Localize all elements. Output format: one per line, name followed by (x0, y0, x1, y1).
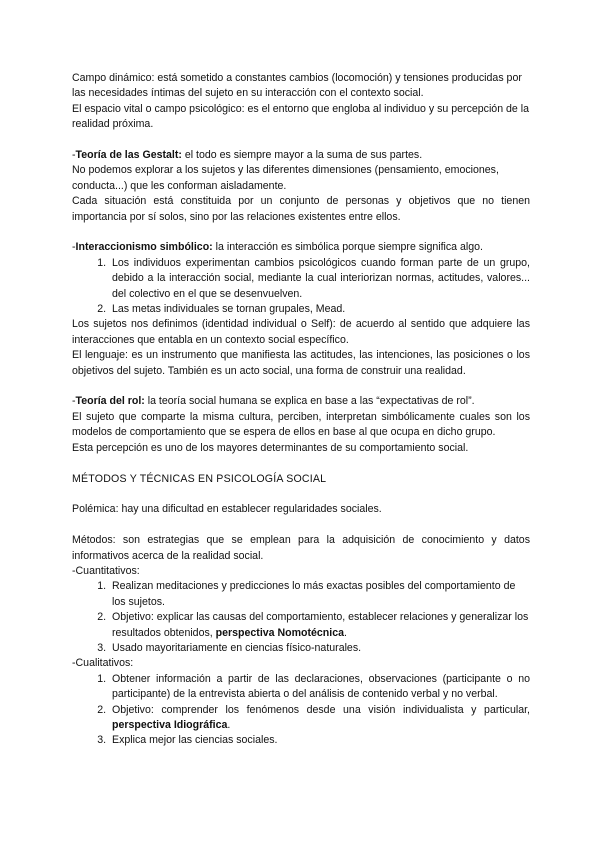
rol-title: Teoría del rol: (75, 395, 145, 408)
cualitativos-list (72, 672, 530, 749)
idiografica-term: perspectiva Idiográfica (112, 718, 228, 731)
cuantitativos-list (72, 579, 530, 656)
gestalt-paragraph-2: No podemos explorar a los sujetos y las diferentes dimensiones (pensamiento, emociones, conducta...) que les conforman aisladamente. (72, 164, 499, 192)
interaccionismo-text: la interacción es simbólica porque siempre significa algo. (212, 241, 483, 254)
list-item: 2. Las metas individuales se tornan grupales, Mead. (109, 302, 530, 317)
cualitativos-label: -Cualitativos: (72, 657, 134, 670)
rol-paragraph-2: El sujeto que comparte la misma cultura, perciben, interpretan simbólicamente cuales son los modelos de comportamiento que se espera de ellos en base al que ocupa en dicho grupo. (72, 410, 530, 439)
list-item-end: . (227, 718, 231, 731)
list-item: 3. Usado mayoritariamente en ciencias físico-naturales. (109, 641, 530, 656)
metodos-definition-paragraph: Métodos: son estrategias que se emplean para la adquisición de conocimiento y datos informativos acerca de la realidad social. (72, 534, 530, 562)
polemica-paragraph: Polémica: hay una dificultad en establecer regularidades sociales. (72, 503, 382, 516)
campo-dinamico-paragraph: Campo dinámico: está sometido a constantes cambios (locomoción) y tensiones producidas por las necesidades íntimas del sujeto en su interacción con el contexto social. (72, 72, 522, 100)
list-item: 1. Los individuos experimentan cambios psicológicos cuando forman parte de un grupo, debido a la interacción social, mediante la cual interiorizan normas, actitudes, valores... del colectivo en el que se desenvuelven. (109, 256, 530, 302)
list-item-text: Objetivo: comprender los fenómenos desde una visión individualista y particular, (112, 703, 530, 716)
cuantitativos-label: -Cuantitativos: (72, 564, 140, 577)
rol-prefix: - (72, 395, 76, 408)
rol-paragraph (72, 394, 530, 409)
document-body (72, 71, 530, 749)
gestalt-paragraph-3: Cada situación está constituida por un conjunto de personas y objetivos que no tienen importancia por sí solos, sino por las relaciones existentes entre ellos. (72, 195, 530, 223)
interaccionismo-list (72, 256, 530, 318)
list-item (109, 610, 530, 641)
section-heading: MÉTODOS Y TÉCNICAS EN PSICOLOGÍA SOCIAL (72, 472, 327, 485)
list-item-text: Objetivo: explicar las causas del comportamiento, establecer relaciones y generalizar los resultados obtenidos, (112, 611, 529, 639)
rol-paragraph-3: Esta percepción es uno de los mayores determinantes de su comportamiento social. (72, 441, 469, 454)
interaccionismo-paragraph-2: Los sujetos nos definimos (identidad individual o Self): de acuerdo al sentido que adquiere las interacciones que entabla en un contexto social específico. (72, 318, 530, 346)
gestalt-prefix: - (72, 149, 76, 162)
interaccionismo-prefix: - (72, 241, 76, 254)
list-item: 1. Obtener información a partir de las declaraciones, observaciones (participante o no participante) de la entrevista abierta o del análisis de contenido verbal y no verbal. (109, 672, 530, 703)
interaccionismo-paragraph (72, 240, 530, 255)
gestalt-title: Teoría de las Gestalt: (75, 149, 182, 162)
interaccionismo-title: Interaccionismo simbólico: (75, 241, 213, 254)
gestalt-text: el todo es siempre mayor a la suma de sus partes. (181, 149, 423, 162)
nomotecnica-term: perspectiva Nomotécnica (215, 626, 345, 639)
interaccionismo-paragraph-3: El lenguaje: es un instrumento que manifiesta las actitudes, las intenciones, las posiciones o los objetivos del sujeto. También es un acto social, una forma de construir una realidad. (72, 349, 530, 377)
list-item (109, 703, 530, 734)
gestalt-paragraph (72, 148, 530, 163)
list-item: 3. Explica mejor las ciencias sociales. (109, 733, 530, 748)
espacio-vital-paragraph: El espacio vital o campo psicológico: es el entorno que engloba al individuo y su percepción de la realidad próxima. (72, 102, 529, 131)
list-item: 1. Realizan meditaciones y predicciones lo más exactas posibles del comportamiento de los sujetos. (109, 579, 530, 610)
rol-text: la teoría social humana se explica en base a las “expectativas de rol”. (144, 395, 475, 408)
list-item-end: . (344, 626, 347, 639)
